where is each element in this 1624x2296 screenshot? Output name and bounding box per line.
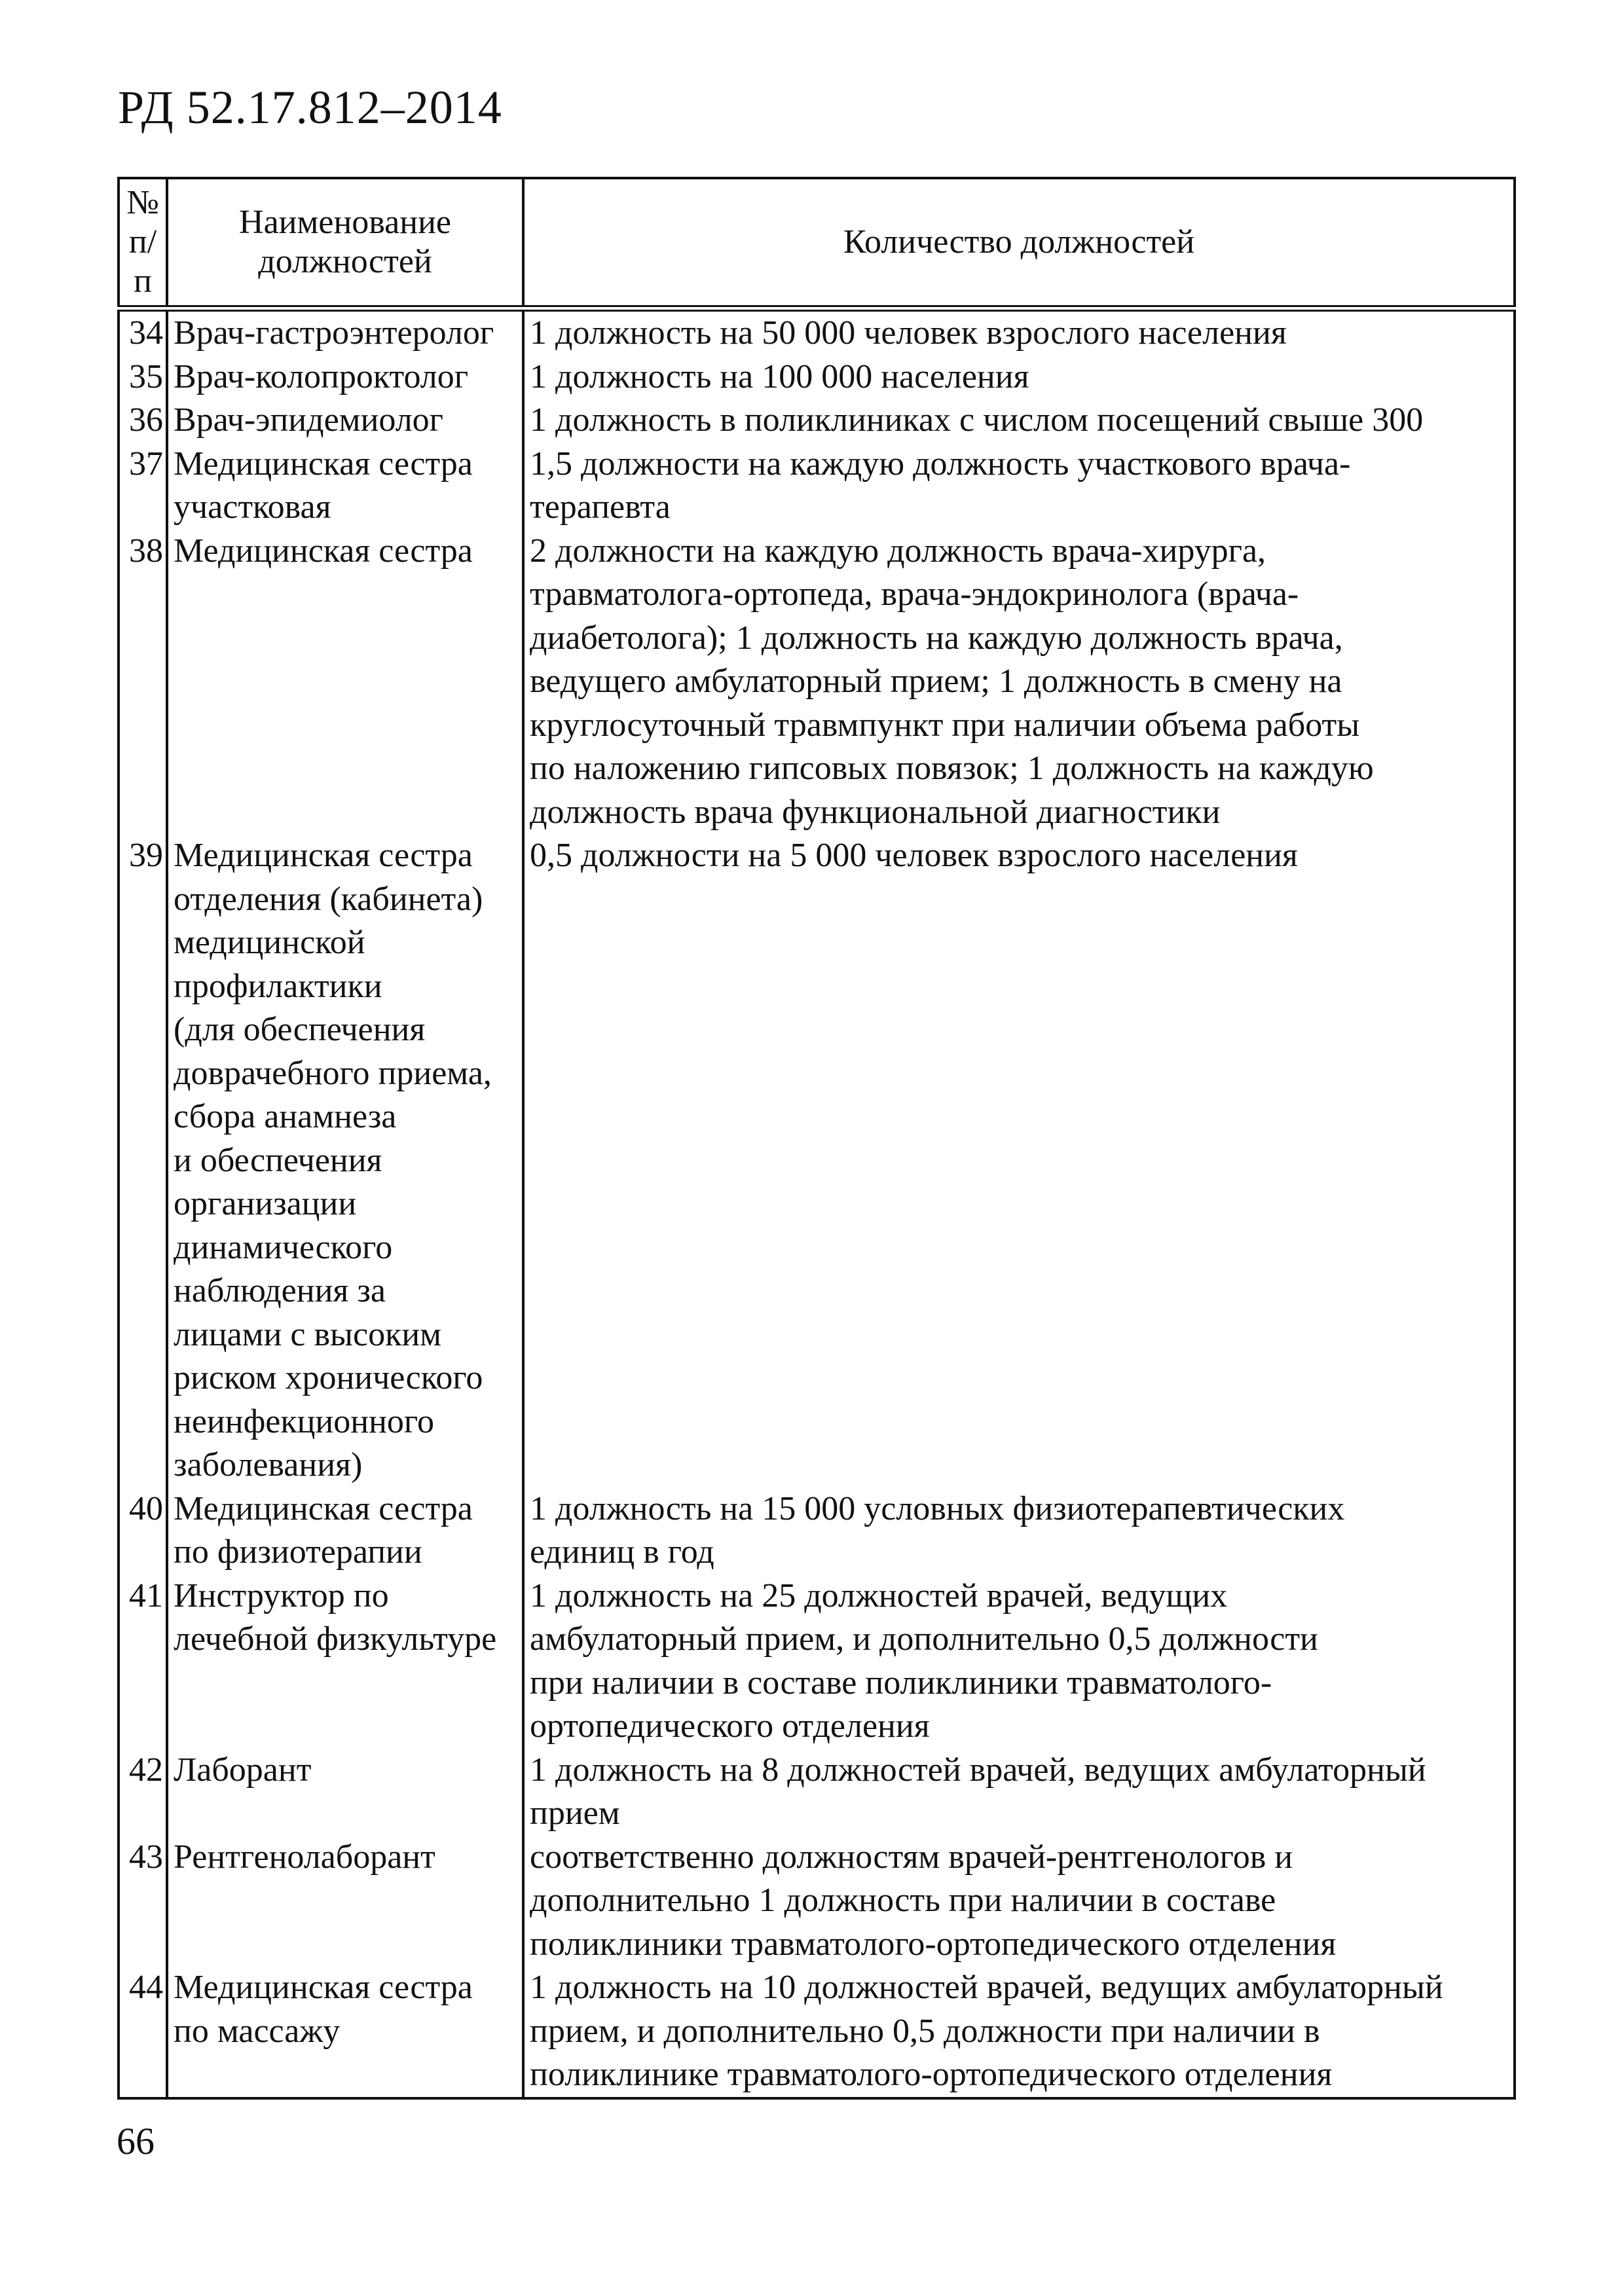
position-name: Медицинская сестра по массажу [167,1966,523,2098]
row-number: 35 [119,355,167,399]
position-name: Медицинская сестра [167,530,523,835]
table-row [119,1836,1515,1967]
row-number: 43 [119,1836,167,1967]
position-name: Врач-эпидемиолог [167,399,523,443]
row-number: 41 [119,1575,167,1749]
position-name: Врач-колопроктолог [167,355,523,399]
table-row [119,355,1515,399]
table-row [119,308,1515,355]
position-quantity: 1 должность в поликлиниках с числом посещений свыше 300 [523,399,1515,443]
table-header [119,178,1515,308]
table-row [119,1487,1515,1575]
table-row [119,399,1515,443]
page-number: 66 [117,2120,155,2162]
table-row [119,1966,1515,2098]
position-name: Медицинская сестра участковая [167,443,523,530]
position-quantity: 1 должность на 8 должностей врачей, ведущих амбулаторный прием [523,1749,1515,1836]
table-row [119,834,1515,1487]
table-row [119,1749,1515,1836]
row-number: 44 [119,1966,167,2098]
position-quantity: соответственно должностям врачей-рентгенологов и дополнительно 1 должность при наличии в составе поликлиники травматолого-ортопедического отделения [523,1836,1515,1967]
staffing-table [117,177,1516,2100]
position-quantity: 2 должности на каждую должность врача-хирурга, травматолога-ортопеда, врача-эндокринолога (врача- диабетолога); 1 должность на каждую должность врача, ведущего амбулаторный прием; 1 должность в смену на круглосуточный травмпункт при наличии объема работы по наложению гипсовых повязок; 1 должность на каждую должность врача функциональной диагностики [523,530,1515,835]
row-number: 36 [119,399,167,443]
position-quantity: 1 должность на 10 должностей врачей, ведущих амбулаторный прием, и дополнительно 0,5 должности при наличии в поликлинике травматолого-ортопедического отделения [523,1966,1515,2098]
position-quantity: 1 должность на 25 должностей врачей, ведущих амбулаторный прием, и дополнительно 0,5 должности при наличии в составе поликлиники травматолого- ортопедического отделения [523,1575,1515,1749]
header-quantity: Количество должностей [523,178,1515,308]
header-num: № п/п [119,178,167,308]
row-number: 39 [119,834,167,1487]
position-name: Инструктор по лечебной физкультуре [167,1575,523,1749]
header-row [119,178,1515,308]
table-row [119,1575,1515,1749]
position-quantity: 1,5 должности на каждую должность участкового врача- терапевта [523,443,1515,530]
position-quantity: 1 должность на 15 000 условных физиотерапевтических единиц в год [523,1487,1515,1575]
row-number: 38 [119,530,167,835]
row-number: 40 [119,1487,167,1575]
document-code: РД 52.17.812–2014 [118,81,502,134]
row-number: 42 [119,1749,167,1836]
position-name: Рентгенолаборант [167,1836,523,1967]
position-name: Медицинская сестра по физиотерапии [167,1487,523,1575]
position-quantity: 1 должность на 50 000 человек взрослого населения [523,308,1515,355]
position-name: Медицинская сестра отделения (кабинета) медицинской профилактики (для обеспечения доврачебного приема, сбора анамнеза и обеспечения организации динамического наблюдения за лицами с высоким риском хронического неинфекционного заболевания) [167,834,523,1487]
header-name: Наименование должностей [167,178,523,308]
row-number: 34 [119,308,167,355]
table-row [119,443,1515,530]
position-quantity: 0,5 должности на 5 000 человек взрослого населения [523,834,1515,1487]
table-row [119,530,1515,835]
position-name: Врач-гастроэнтеролог [167,308,523,355]
table-body [119,308,1515,2098]
position-name: Лаборант [167,1749,523,1836]
position-quantity: 1 должность на 100 000 населения [523,355,1515,399]
row-number: 37 [119,443,167,530]
